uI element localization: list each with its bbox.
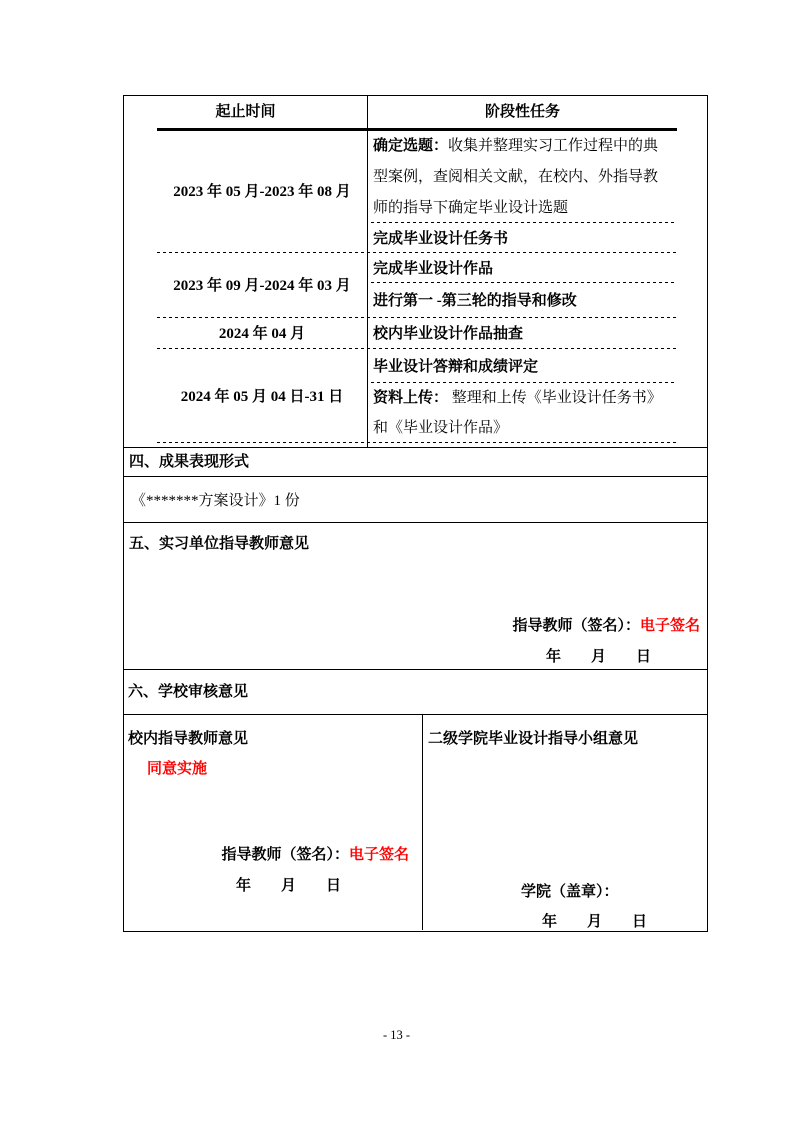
task-guidance-rounds — [369, 282, 666, 317]
college-seal-label: 学院（盖章）： — [521, 884, 619, 900]
schedule-block — [124, 96, 707, 447]
schedule-date-range-4: 2024 年 05 月 04 日-31 日 — [180, 388, 344, 405]
schedule-header-time: 起止时间 — [215, 104, 276, 120]
graduation-design-form-table — [123, 95, 708, 932]
task-lead: 进行第一 -第三轮的指导和修改 — [373, 293, 577, 309]
page-number: - 13 - — [382, 1028, 411, 1042]
task-lead: 确定选题： — [373, 138, 449, 154]
task-lead: 完成毕业设计作品 — [373, 260, 494, 277]
internal-advisor-signature-line — [221, 843, 409, 864]
signature-label: 指导教师（签名）： — [512, 618, 640, 634]
task-rest: 收集并整理实习工作过程中的典型案例，查阅相关文献，在校内、外指导教师的指导下确定毕业设计选题 — [373, 138, 659, 216]
task-rest: 整理和上传《毕业设计任务书》和《毕业设计作品》 — [373, 390, 662, 436]
task-separator-dashed — [371, 282, 677, 283]
section5-date-line: 年 月 日 — [545, 649, 651, 665]
task-spot-check — [369, 317, 666, 348]
task-separator-dashed — [371, 222, 677, 223]
task-separator-dashed — [371, 382, 677, 383]
section6-opinion-columns — [124, 715, 707, 930]
schedule-date-range-3: 2024 年 04 月 — [218, 326, 306, 342]
college-guidance-group-opinion-cell — [423, 715, 707, 930]
task-finish-work — [369, 252, 666, 282]
row-separator-dashed — [157, 252, 677, 253]
task-material-upload — [369, 382, 666, 442]
college-guidance-group-title: 二级学院毕业设计指导小组意见 — [428, 731, 639, 747]
row-separator-dashed — [157, 442, 677, 443]
advisor-comment: 同意实施 — [147, 761, 208, 777]
row-separator-dashed — [157, 317, 677, 318]
task-lead: 校内毕业设计作品抽查 — [373, 326, 524, 342]
section4-title: 四、成果表现形式 — [129, 454, 250, 470]
task-assignment-book — [369, 222, 666, 252]
section5-internship-advisor-opinion — [124, 523, 707, 669]
section4-content: 《*******方案设计》1 份 — [131, 493, 300, 509]
internal-advisor-opinion-cell — [124, 715, 423, 930]
schedule-date-range-1: 2023 年 05 月-2023 年 08 月 — [173, 184, 351, 200]
task-lead: 毕业设计答辩和成绩评定 — [373, 358, 539, 375]
schedule-column-divider — [367, 96, 368, 447]
row-separator-dashed — [157, 348, 677, 349]
schedule-header-task: 阶段性任务 — [484, 104, 560, 120]
task-lead: 完成毕业设计任务书 — [373, 230, 509, 247]
task-lead: 资料上传： — [373, 390, 449, 406]
electronic-signature: 电子签名 — [348, 847, 409, 863]
schedule-date-range-2: 2023 年 09 月-2024 年 03 月 — [173, 278, 351, 294]
college-date-line: 年 月 日 — [541, 914, 647, 930]
task-topic-selection — [369, 129, 666, 222]
section5-title: 五、实习单位指导教师意见 — [129, 536, 310, 552]
electronic-signature: 电子签名 — [639, 618, 700, 634]
signature-label: 指导教师（签名）： — [221, 847, 349, 863]
task-defense-grading — [369, 348, 666, 382]
internal-advisor-date-line: 年 月 日 — [235, 878, 341, 894]
internal-advisor-opinion-title: 校内指导教师意见 — [128, 731, 249, 747]
section5-signature-line — [512, 614, 700, 635]
section6-title: 六、学校审核意见 — [128, 684, 249, 700]
